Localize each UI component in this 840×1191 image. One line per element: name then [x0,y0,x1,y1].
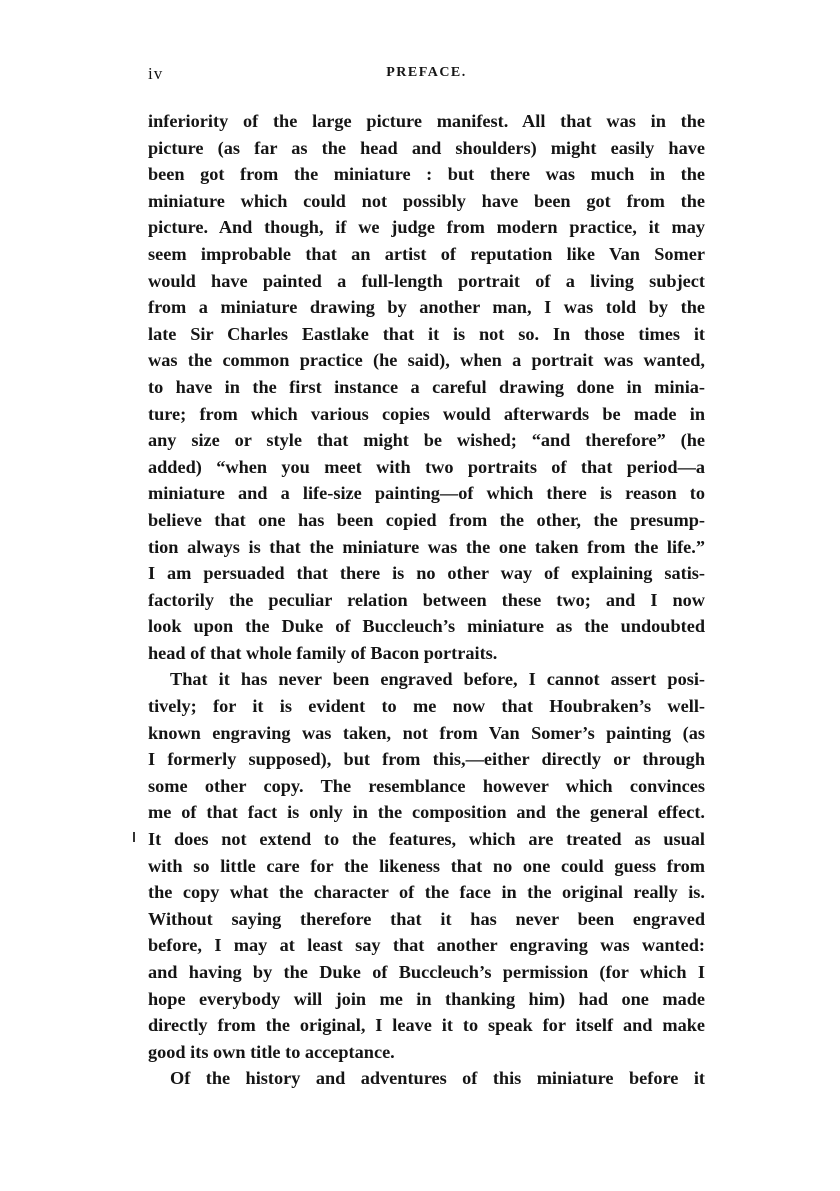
text-line: miniature and a life-size painting—of which there is reason to [148,483,705,504]
text-line: believe that one has been copied from the other, the presump- [148,509,705,530]
text-line: picture (as far as the head and shoulders) might easily have [148,137,705,158]
text-line: I formerly supposed), but from this,—either directly or through [148,749,705,770]
text-line: factorily the peculiar relation between these two; and I now [148,589,705,610]
text-line: picture. And though, if we judge from modern practice, it may [148,217,705,238]
text-line: would have painted a full-length portrait of a living subject [148,270,705,291]
text-line: been got from the miniature : but there was much in the [148,164,705,185]
text-line: ture; from which various copies would afterwards be made in [148,403,705,424]
text-line: look upon the Duke of Buccleuch’s miniature as the undoubted [148,616,705,637]
text-line: directly from the original, I leave it to speak for itself and make [148,1015,705,1036]
text-line: from a miniature drawing by another man, I was told by the [148,297,705,318]
text-line: some other copy. The resemblance however which convinces [148,775,705,796]
running-title: PREFACE. [386,65,467,80]
body-text [148,108,705,1092]
text-line: with so little care for the likeness that no one could guess from [148,855,705,876]
text-line: miniature which could not possibly have been got from the [148,190,705,211]
text-line: before, I may at least say that another engraving was wanted: [148,935,705,956]
text-line: late Sir Charles Eastlake that it is not so. In those times it [148,323,705,344]
text-line: tively; for it is evident to me now that Houbraken’s well- [148,696,705,717]
text-line: Without saying therefore that it has never been engraved [148,908,705,929]
text-line: That it has never been engraved before, I cannot assert posi- [170,669,705,690]
running-head [148,64,705,88]
margin-mark [133,832,135,842]
text-line: It does not extend to the features, which are treated as usual [148,829,705,850]
text-line: I am persuaded that there is no other way of explaining satis- [148,563,705,584]
page-number: iv [148,64,164,83]
text-line: Of the history and adventures of this miniature before it [170,1068,705,1089]
text-line: was the common practice (he said), when a portrait was wanted, [148,350,705,371]
text-line: tion always is that the miniature was the one taken from the life.” [148,536,705,557]
text-line: hope everybody will join me in thanking him) had one made [148,988,705,1009]
text-line: me of that fact is only in the composition and the general effect. [148,802,705,823]
text-line: any size or style that might be wished; “and therefore” (he [148,430,705,451]
text-line: added) “when you meet with two portraits of that period—a [148,456,705,477]
text-line: seem improbable that an artist of reputation like Van Somer [148,243,705,264]
text-line: head of that whole family of Bacon portraits. [148,642,498,663]
text-line: and having by the Duke of Buccleuch’s permission (for which I [148,962,705,982]
text-line: inferiority of the large picture manifest. All that was in the [148,111,705,131]
text-line: known engraving was taken, not from Van Somer’s painting (as [148,722,705,743]
text-line: the copy what the character of the face in the original really is. [148,882,705,903]
text-line: to have in the first instance a careful drawing done in minia- [148,376,705,397]
text-line: good its own title to acceptance. [148,1041,395,1062]
